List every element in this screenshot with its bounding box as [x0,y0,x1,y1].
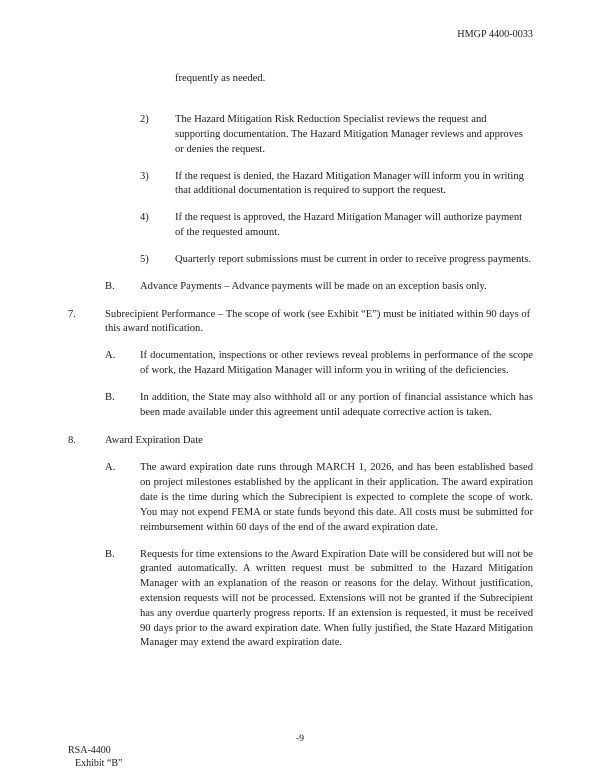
item-text: Advance Payments – Advance payments will be made on an exception basis only. [140,280,487,292]
section-heading: Award Expiration Date [105,434,203,446]
continuation-paragraph: frequently as needed. [175,73,266,85]
item-text: The Hazard Mitigation Risk Reduction Specialist reviews the request and supporting documentation. The Hazard Mitigation Manager reviews and approves or denies the request. [175,114,523,155]
footer-identifier [68,745,123,770]
section-8 [68,434,533,449]
document-number: HMGP 4400-0033 [457,29,533,40]
section-7-sub-b [68,391,533,421]
item-label: 2) [140,114,149,126]
item-text: The award expiration date runs through MARCH 1, 2026, and has been established based on project milestones established by the applicant in their application. The award expiration date is the time during which the Subrecipient is expected to complete the scope of work. You may not expend FEMA or state funds beyond this date. All costs must be submitted for reimbursement within 60 days of the end of the award expiration date. [140,462,533,533]
section-label: 7. [68,308,76,320]
item-label: 3) [140,170,149,182]
item-text: If the request is denied, the Hazard Mitigation Manager will inform you in writing that additional documentation is required to support the request. [175,170,524,197]
numbered-item-5 [68,253,533,268]
item-label: 4) [140,212,149,224]
item-label: A. [105,350,116,362]
advance-payments-item [68,280,533,295]
item-text: If the request is approved, the Hazard Mitigation Manager will authorize payment of the requested amount. [175,212,523,239]
numbered-item-3 [68,170,533,200]
section-7-sub-a [68,349,533,379]
item-label: A. [105,462,116,474]
item-label: 5) [140,253,149,265]
item-label: B. [105,548,115,560]
section-8-sub-b [68,548,533,652]
section-7 [68,308,533,338]
exhibit-label: Exhibit “B” [75,757,123,769]
section-text: Subrecipient Performance – The scope of work (see Exhibit “E”) must be initiated within 90 days of this award notification. [105,308,531,335]
item-text: In addition, the State may also withhold all or any portion of financial assistance which has been made available under this agreement until adequate corrective action is taken. [140,391,533,418]
numbered-item-2 [68,113,533,157]
form-id: RSA-4400 [68,745,111,756]
section-label: 8. [68,434,76,446]
item-text: Quarterly report submissions must be current in order to receive progress payments. [175,253,531,265]
section-8-sub-a [68,461,533,535]
item-label: B. [105,280,115,292]
numbered-item-4 [68,211,533,241]
item-text: If documentation, inspections or other reviews reveal problems in performance of the scope of work, the Hazard Mitigation Manager will inform you in writing of the deficiencies. [140,350,533,377]
page-number: -9 [295,733,305,745]
item-label: B. [105,391,115,403]
item-text: Requests for time extensions to the Award Expiration Date will be considered but will not be granted automatically. A written request must be submitted to the Hazard Mitigation Manager with an explanation of the reason or reasons for the delay. Without justification, extension requests will not be processed. Extensions will not be granted if the Subrecipient has any overdue quarterly progress reports. If an extension is requested, it must be received 90 days prior to the award expiration date. When fully justified, the State Hazard Mitigation Manager may extend the award expiration date. [140,548,533,649]
